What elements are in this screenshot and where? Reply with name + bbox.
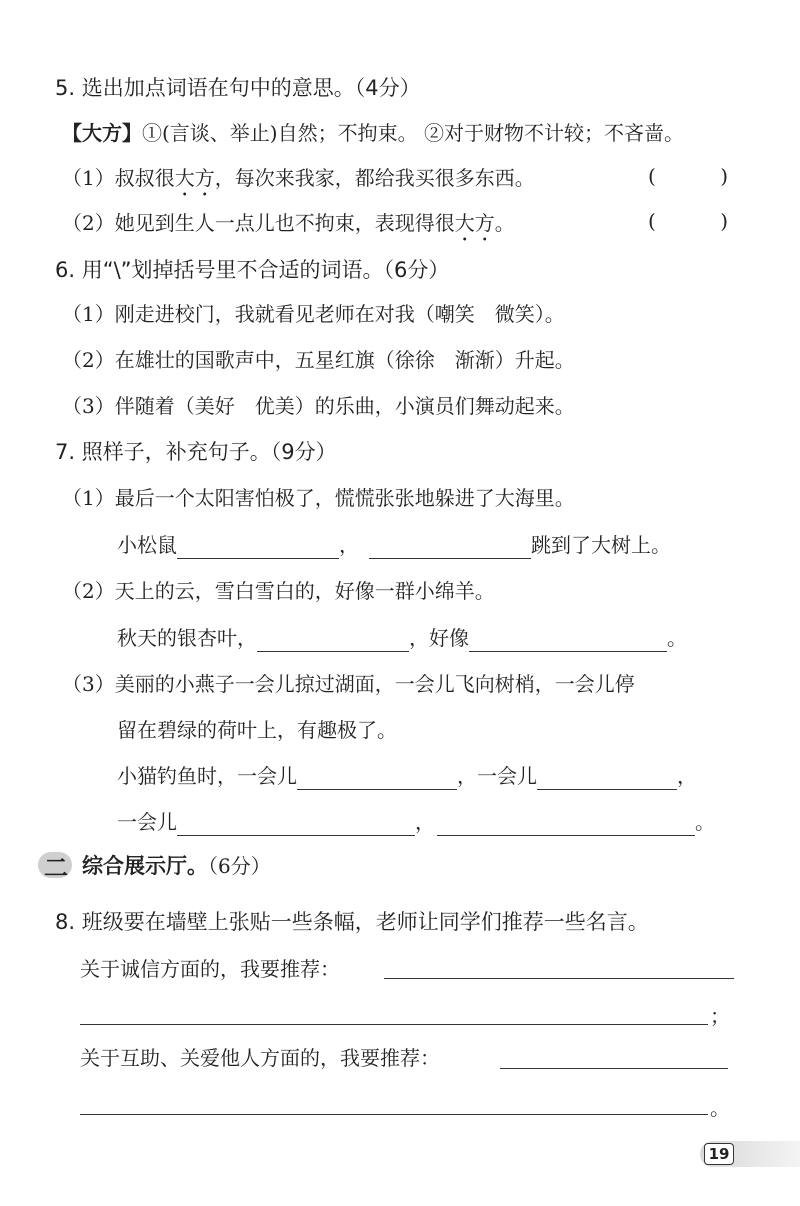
fill-text: 。: [667, 626, 687, 650]
q5-item-2-answer-paren[interactable]: [648, 209, 728, 233]
paren-close: ): [720, 164, 728, 188]
q7-item-3-fill-1: [117, 762, 697, 790]
q7-item-3-fill-2: [117, 808, 715, 836]
q5-item-1: [62, 164, 535, 201]
q7-item-3-line-1: （3）美丽的小燕子一会儿掠过湖面，一会儿飞向树梢，一会儿停: [62, 672, 635, 696]
q5-item-2-post: 。: [494, 211, 515, 235]
q5-item-1-answer-paren[interactable]: [648, 164, 728, 188]
q6-item-3[interactable]: （3）伴随着（美好 优美）的乐曲，小演员们舞动起来。: [62, 394, 575, 418]
answer-line[interactable]: [80, 1024, 708, 1025]
q5-item-2-pre: （2）她见到生人一点儿也不拘束，表现得很: [62, 211, 455, 235]
answer-blank[interactable]: [537, 767, 677, 790]
q7-item-2-fill: [117, 624, 687, 652]
answer-line[interactable]: [384, 978, 734, 979]
q6-item-2[interactable]: （2）在雄壮的国歌声中，五星红旗（徐徐 渐渐）升起。: [62, 348, 575, 372]
q5-title: 5. 选出加点词语在句中的意思。（4分）: [55, 76, 421, 100]
section-title-row: [82, 852, 271, 880]
answer-line[interactable]: [80, 1114, 708, 1115]
fill-text: ，: [677, 764, 697, 788]
q7-item-1-fill: [117, 531, 671, 559]
q5-item-2-dotted-word: 大方: [454, 211, 495, 235]
q8-line-1-label: 关于诚信方面的，我要推荐：: [80, 957, 340, 981]
q8-line-2-end: 。: [710, 1096, 730, 1120]
fill-text: ，: [415, 810, 435, 834]
paren-open: (: [648, 209, 656, 233]
q5-definition: [62, 119, 684, 147]
fill-text: ，: [339, 533, 359, 557]
answer-blank[interactable]: [177, 536, 339, 559]
answer-blank[interactable]: [257, 629, 409, 652]
answer-blank[interactable]: [469, 629, 667, 652]
q5-item-1-pre: （1）叔叔很: [62, 166, 175, 190]
fill-text: 小松鼠: [117, 533, 177, 557]
q5-item-1-dotted-word: 大方: [174, 166, 215, 190]
answer-blank[interactable]: [177, 813, 415, 836]
answer-blank[interactable]: [437, 813, 695, 836]
paren-open: (: [648, 164, 656, 188]
fill-text: 。: [695, 810, 715, 834]
q7-item-3-line-2: 留在碧绿的荷叶上，有趣极了。: [117, 718, 397, 742]
q7-title: 7. 照样子，补充句子。（9分）: [55, 440, 337, 464]
fill-text: ，好像: [409, 626, 469, 650]
paren-close: ): [720, 209, 728, 233]
q5-def-label: 【大方】: [62, 121, 142, 145]
page-number: 19: [704, 1143, 734, 1165]
q6-title: 6. 用“\”划掉括号里不合适的词语。（6分）: [55, 258, 450, 282]
section-title: 综合展示厅。: [82, 854, 208, 878]
q8-line-2-label: 关于互助、关爱他人方面的，我要推荐：: [80, 1046, 440, 1070]
answer-blank[interactable]: [297, 767, 457, 790]
section-score: （6分）: [208, 854, 271, 878]
fill-text: ，一会儿: [457, 764, 537, 788]
q5-item-1-post: ，每次来我家，都给我买很多东西。: [214, 166, 535, 190]
answer-blank[interactable]: [369, 536, 531, 559]
section-number: 二: [44, 854, 68, 882]
q6-item-1[interactable]: （1）刚走进校门，我就看见老师在对我（嘲笑 微笑）。: [62, 302, 565, 326]
fill-text: 一会儿: [117, 810, 177, 834]
q7-item-1: （1）最后一个太阳害怕极了，慌慌张张地躲进了大海里。: [62, 486, 575, 510]
q7-item-2: （2）天上的云，雪白雪白的，好像一群小绵羊。: [62, 579, 495, 603]
fill-text: 小猫钓鱼时，一会儿: [117, 764, 297, 788]
q5-def-text: ①(言谈、举止)自然；不拘束。 ②对于财物不计较；不吝啬。: [142, 121, 684, 145]
fill-text: 跳到了大树上。: [531, 533, 671, 557]
fill-text: 秋天的银杏叶，: [117, 626, 257, 650]
q8-title: 8. 班级要在墙壁上张贴一些条幅，老师让同学们推荐一些名言。: [55, 910, 649, 934]
section-badge: [38, 848, 76, 882]
q8-line-1-end: ；: [710, 1004, 730, 1028]
answer-line[interactable]: [500, 1068, 728, 1069]
q5-item-2: [62, 209, 515, 246]
